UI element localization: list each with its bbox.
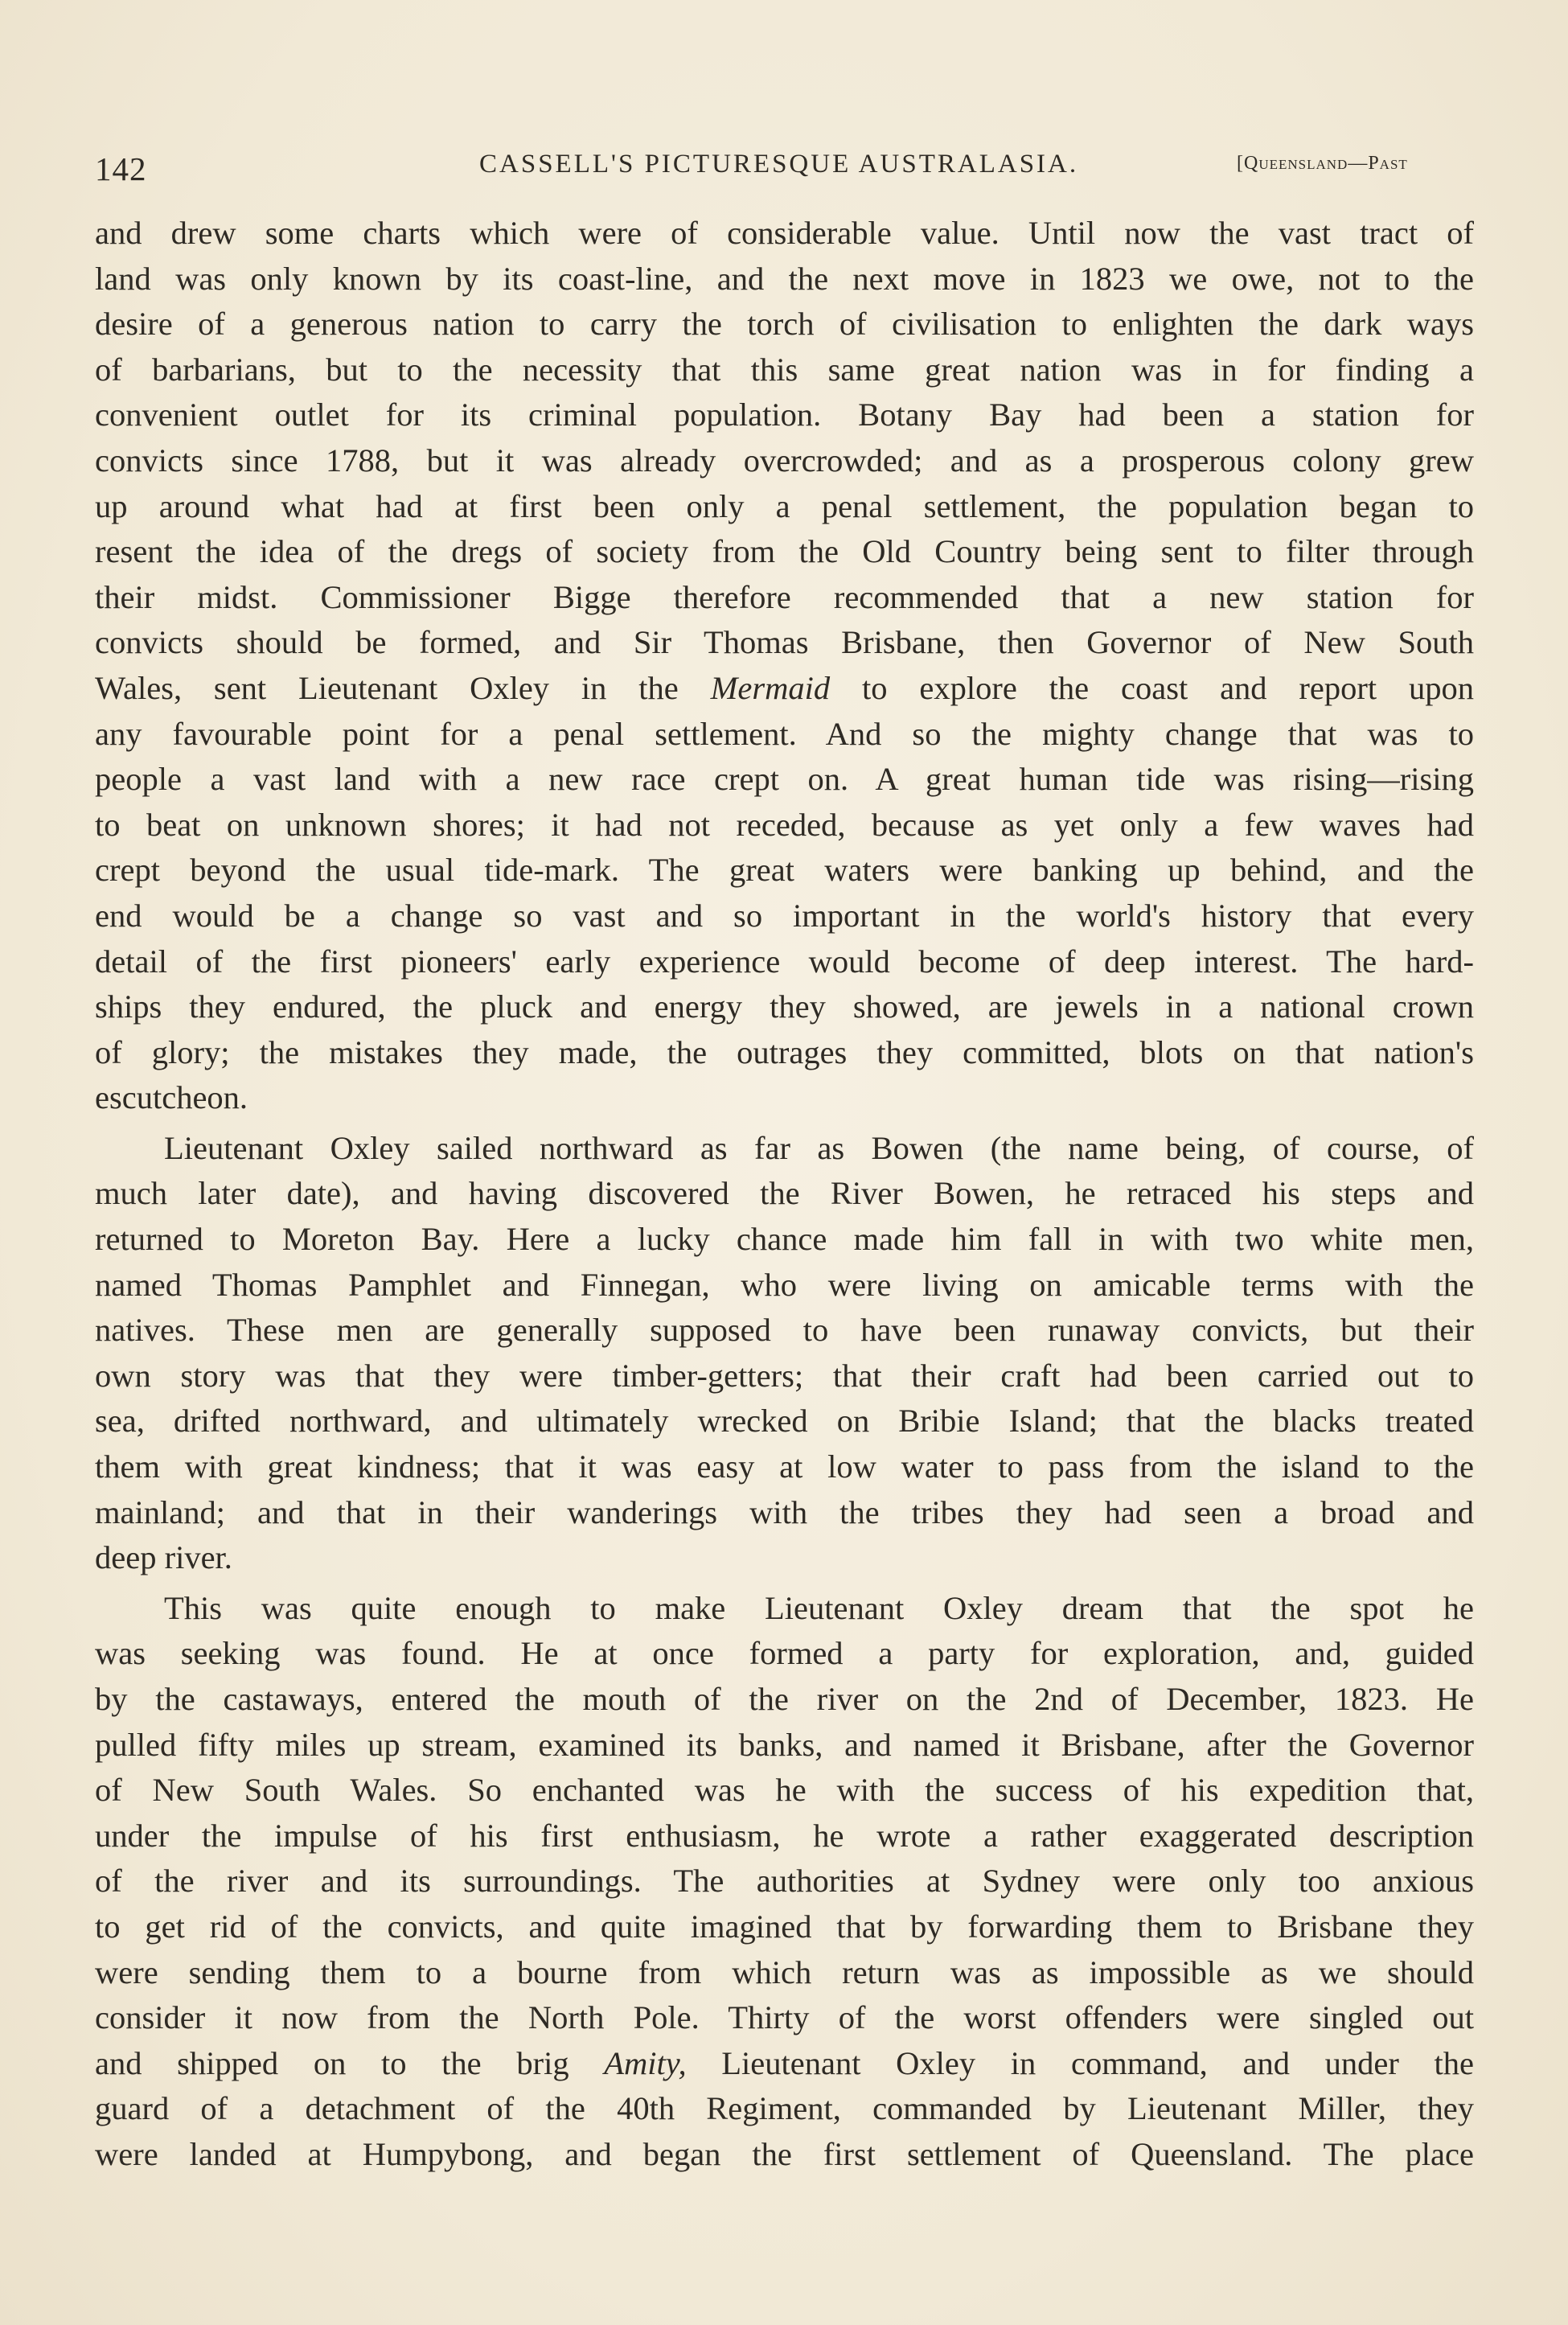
text-line: was seeking was found. He at once formed a party for exploration, and, guided [95,1635,1474,1672]
text-line: natives. These men are generally supposed to have been runaway convicts, but their [95,1312,1474,1349]
text-line: mainland; and that in their wanderings with the tribes they had seen a broad and [95,1493,1474,1530]
text-line: resent the idea of the dregs of society from the Old Country being sent to filter through [95,533,1474,570]
body-text [95,211,1474,2178]
text-line: land was only known by its coast-line, and the next move in 1823 we owe, not to the [95,260,1474,297]
text-line: by the castaways, entered the mouth of the river on the 2nd of December, 1823. He [95,1681,1474,1717]
text-line: This was quite enough to make Lieutenant Oxley dream that the spot he [164,1589,1474,1626]
text-line: them with great kindness; that it was easy at low water to pass from the island to the [95,1448,1474,1485]
line-text: to explore the coast and report upon [830,669,1474,706]
text-line: returned to Moreton Bay. Here a lucky chance made him fall in with two white men, [95,1221,1474,1258]
text-line: escutcheon. [95,1079,248,1116]
text-line: own story was that they were timber-getters; that their craft had been carried out to [95,1357,1474,1394]
text-line: named Thomas Pamphlet and Finnegan, who were living on amicable terms with the [95,1266,1474,1303]
text-line [95,2041,1474,2087]
text-line: people a vast land with a new race crept on. A great human tide was rising—rising [95,761,1474,798]
text-line: of glory; the mistakes they made, the outrages they committed, blots on that nation's [95,1033,1474,1070]
text-line: sea, drifted northward, and ultimately wrecked on Bribie Island; that the blacks treated [95,1403,1474,1440]
text-line: consider it now from the North Pole. Thirty of the worst offenders were singled out [95,1999,1474,2036]
line-text: Wales, sent Lieutenant Oxley in the [95,669,711,706]
text-line: end would be a change so vast and so important in the world's history that every [95,897,1474,934]
text-line: were landed at Humpybong, and began the first settlement of Queensland. The place [95,2135,1474,2172]
text-line: detail of the first pioneers' early experience would become of deep interest. The hard- [95,943,1474,980]
text-line: convicts should be formed, and Sir Thomas Brisbane, then Governor of New South [95,624,1474,661]
running-head [95,150,1462,190]
book-title: CASSELL'S PICTURESQUE AUSTRALASIA. [479,150,1079,179]
text-line: of New South Wales. So enchanted was he with the success of his expedition that, [95,1772,1474,1809]
text-line: of the river and its surroundings. The authorities at Sydney were only too anxious [95,1863,1474,1900]
text-line: their midst. Commissioner Bigge therefore recommended that a new station for [95,578,1474,615]
text-line: much later date), and having discovered the River Bowen, he retraced his steps and [95,1175,1474,1212]
paragraph-3 [95,1586,1474,2178]
text-line: any favourable point for a penal settlement. And so the mighty change that was to [95,715,1474,752]
text-line: of barbarians, but to the necessity that this same great nation was in for finding a [95,351,1474,388]
text-line: guard of a detachment of the 40th Regiment, commanded by Lieutenant Miller, they [95,2090,1474,2127]
text-line: and drew some charts which were of considerable value. Until now the vast tract of [95,215,1474,251]
section-title: [Queensland—Past [1237,153,1408,174]
line-text: and shipped on to the brig [95,2044,605,2081]
text-line: up around what had at first been only a penal settlement, the population began to [95,487,1474,524]
text-line: convicts since 1788, but it was already overcrowded; and as a prosperous colony grew [95,442,1474,479]
text-line [95,666,1474,712]
page-number: 142 [95,150,147,187]
paragraph-2 [95,1126,1474,1581]
paragraph-1 [95,211,1474,1121]
text-line: under the impulse of his first enthusiasm, he wrote a rather exaggerated description [95,1817,1474,1854]
text-line: pulled fifty miles up stream, examined its banks, and named it Brisbane, after the Governor [95,1726,1474,1763]
text-line: were sending them to a bourne from which return was as impossible as we should [95,1953,1474,1990]
text-line: convenient outlet for its criminal population. Botany Bay had been a station for [95,396,1474,433]
text-line: to beat on unknown shores; it had not receded, because as yet only a few waves had [95,806,1474,843]
line-text: Lieutenant Oxley in command, and under the [686,2044,1474,2081]
ship-name-amity: Amity, [604,2044,687,2081]
text-line: to get rid of the convicts, and quite imagined that by forwarding them to Brisbane they [95,1908,1474,1945]
text-line: crept beyond the usual tide-mark. The great waters were banking up behind, and the [95,852,1474,889]
text-line: desire of a generous nation to carry the torch of civilisation to enlighten the dark ways [95,306,1474,343]
text-line: deep river. [95,1539,232,1576]
text-line: Lieutenant Oxley sailed northward as far as Bowen (the name being, of course, of [164,1129,1474,1166]
ship-name-mermaid: Mermaid [710,669,831,706]
text-line: ships they endured, the pluck and energy they showed, are jewels in a national crown [95,988,1474,1025]
